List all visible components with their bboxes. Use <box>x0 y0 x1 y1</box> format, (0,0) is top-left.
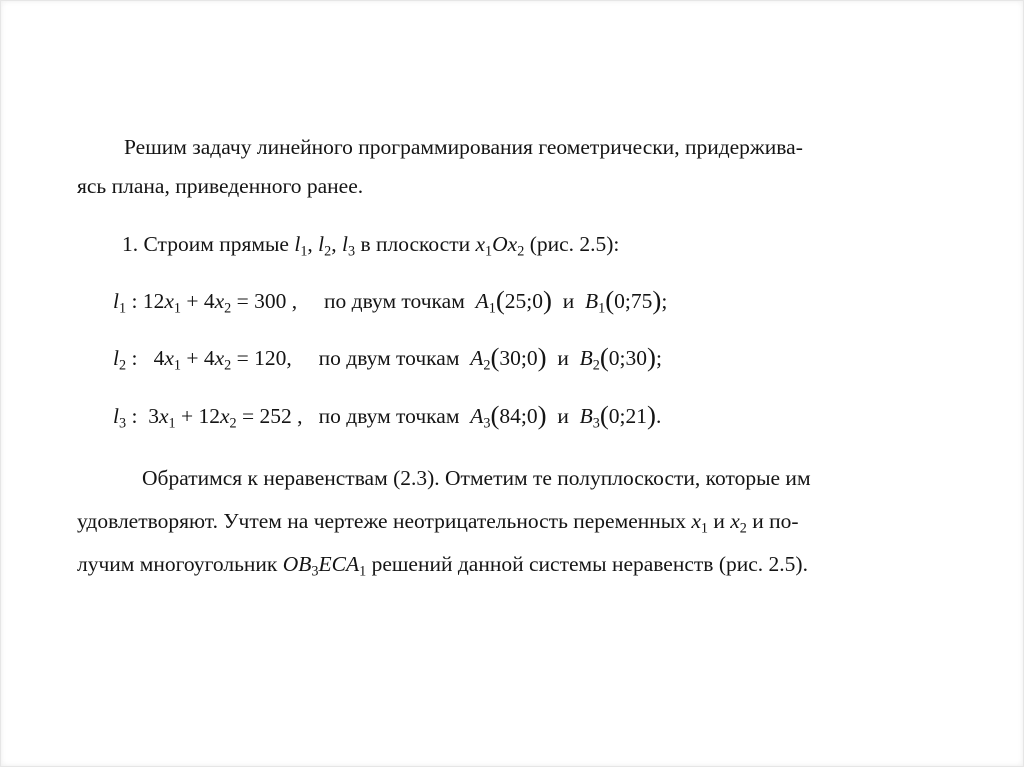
paragraph-2-line-1: Обратимся к неравенствам (2.3). Отметим те полуплоскости, которые им <box>142 466 811 490</box>
intro-line-1: Решим задачу линейного программирования геометрически, придержива- <box>124 135 803 159</box>
equation-l1: $l_1$ : $12x_1 + 4x_2 = 300$ , по двум точкам $A_1(25;0)$ и $B_1(0;75)$; <box>113 285 668 317</box>
paragraph-2-line-3: лучим многоугольник $OB_3ECA_1$ решений данной системы неравенств (рис. 2.5). <box>77 552 808 580</box>
intro-line-2: ясь плана, приведенного ранее. <box>77 174 364 198</box>
paragraph-2-line-2: удовлетворяют. Учтем на чертеже неотрицательность переменных $x_1$ и $x_2$ и по- <box>77 509 799 537</box>
equation-l3: $l_3$ : $3x_1 + 12x_2 = 252$ , по двум точкам $A_3(84;0)$ и $B_3(0;21)$. <box>113 400 662 432</box>
equation-l2: $l_2$ : $4x_1 + 4x_2 = 120$, по двум точкам $A_2(30;0)$ и $B_2(0;30)$; <box>113 342 662 374</box>
step-1-line: 1. Строим прямые $l_1$, $l_2$, $l_3$ в плоскости $x_1Ox_2$ (рис. 2.5): <box>122 232 620 260</box>
